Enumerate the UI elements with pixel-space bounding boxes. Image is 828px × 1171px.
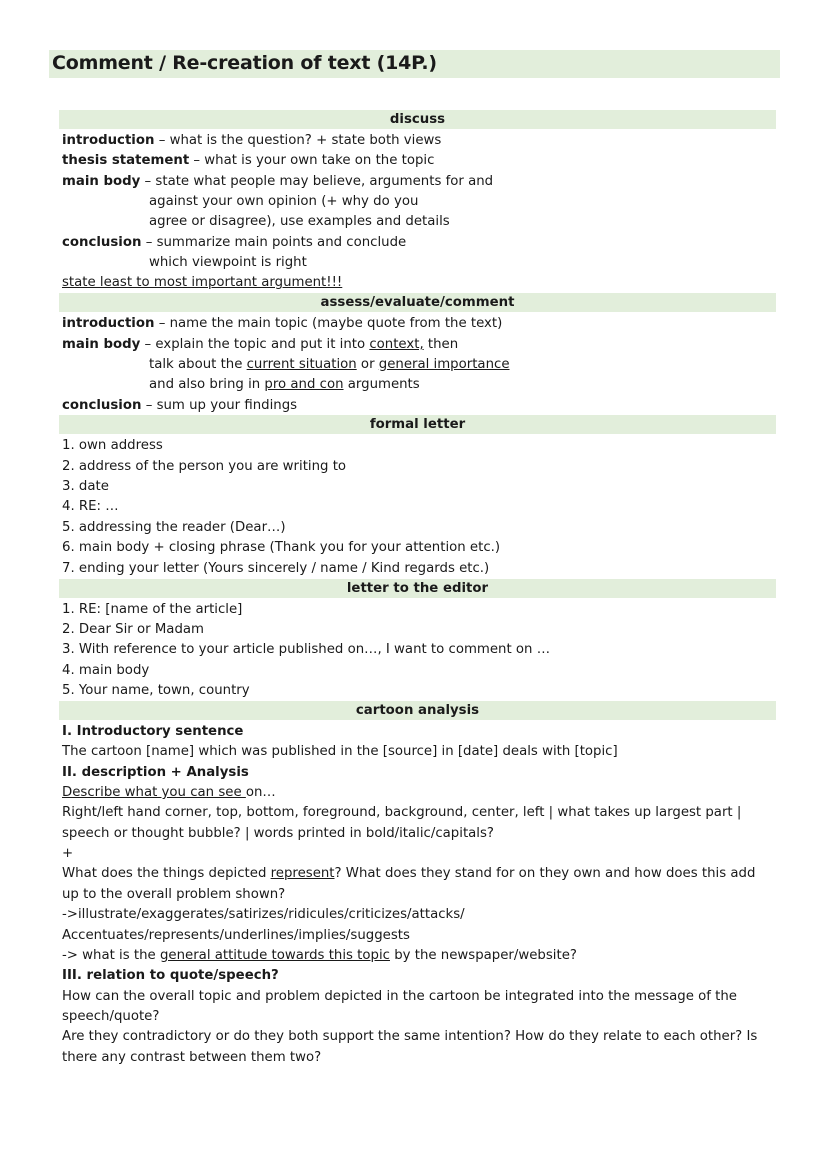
page-title: Comment / Re-creation of text (14P.) (52, 52, 437, 74)
section-heading-cartoon-analysis: cartoon analysis (59, 701, 776, 720)
letter-editor-item: 3. With reference to your article published on…, I want to comment on … (62, 642, 550, 657)
letter-editor-item: 2. Dear Sir or Madam (62, 622, 204, 637)
cartoon-subheading-3: III. relation to quote/speech? (62, 968, 279, 983)
cartoon-line: Accentuates/represents/underlines/implies/suggests (62, 928, 410, 943)
letter-editor-item: 4. main body (62, 663, 150, 678)
discuss-conclusion: conclusion – summarize main points and conclude (62, 235, 407, 250)
discuss-introduction: introduction – what is the question? + state both views (62, 133, 442, 148)
cartoon-line: speech or thought bubble? | words printed in bold/italic/capitals? (62, 826, 494, 841)
cartoon-line: speech/quote? (62, 1009, 160, 1024)
assess-main-body-cont-1: talk about the current situation or general importance (149, 357, 510, 372)
cartoon-line: The cartoon [name] which was published in the [source] in [date] deals with [topic] (62, 744, 618, 759)
formal-letter-item: 1. own address (62, 438, 163, 453)
assess-main-body: main body – explain the topic and put it into context, then (62, 337, 459, 352)
discuss-main-body: main body – state what people may believe, arguments for and (62, 174, 494, 189)
formal-letter-item: 7. ending your letter (Yours sincerely / name / Kind regards etc.) (62, 561, 490, 576)
cartoon-line: Are they contradictory or do they both support the same intention? How do they relate to each other? Is (62, 1029, 758, 1044)
formal-letter-item: 5. addressing the reader (Dear…) (62, 520, 286, 535)
cartoon-line: + (62, 846, 74, 861)
cartoon-subheading-2: II. description + Analysis (62, 765, 249, 780)
cartoon-subheading-1: I. Introductory sentence (62, 724, 244, 739)
assess-introduction: introduction – name the main topic (maybe quote from the text) (62, 316, 503, 331)
section-heading-assess: assess/evaluate/comment (59, 293, 776, 312)
discuss-main-body-cont-2: agree or disagree), use examples and details (149, 214, 450, 229)
cartoon-line: there any contrast between them two? (62, 1050, 322, 1065)
section-heading-discuss: discuss (59, 110, 776, 129)
section-heading-letter-to-editor: letter to the editor (59, 579, 776, 598)
cartoon-line: Describe what you can see on… (62, 785, 276, 800)
title-bar (49, 50, 780, 78)
discuss-main-body-cont-1: against your own opinion (+ why do you (149, 194, 419, 209)
formal-letter-item: 4. RE: … (62, 499, 119, 514)
section-heading-formal-letter: formal letter (59, 415, 776, 434)
letter-editor-item: 5. Your name, town, country (62, 683, 250, 698)
discuss-conclusion-cont: which viewpoint is right (149, 255, 307, 270)
discuss-note: state least to most important argument!!! (62, 275, 343, 290)
discuss-thesis: thesis statement – what is your own take on the topic (62, 153, 435, 168)
cartoon-line: ->illustrate/exaggerates/satirizes/ridicules/criticizes/attacks/ (62, 907, 465, 922)
cartoon-line: up to the overall problem shown? (62, 887, 286, 902)
cartoon-line: Right/left hand corner, top, bottom, foreground, background, center, left | what takes up largest part | (62, 805, 742, 820)
formal-letter-item: 6. main body + closing phrase (Thank you for your attention etc.) (62, 540, 501, 555)
cartoon-line: -> what is the general attitude towards this topic by the newspaper/website? (62, 948, 577, 963)
formal-letter-item: 3. date (62, 479, 109, 494)
cartoon-line: How can the overall topic and problem depicted in the cartoon be integrated into the message of the (62, 989, 737, 1004)
cartoon-line: What does the things depicted represent? What does they stand for on they own and how does this add (62, 866, 756, 881)
assess-main-body-cont-2: and also bring in pro and con arguments (149, 377, 420, 392)
letter-editor-item: 1. RE: [name of the article] (62, 602, 243, 617)
formal-letter-item: 2. address of the person you are writing to (62, 459, 347, 474)
assess-conclusion: conclusion – sum up your findings (62, 398, 298, 413)
